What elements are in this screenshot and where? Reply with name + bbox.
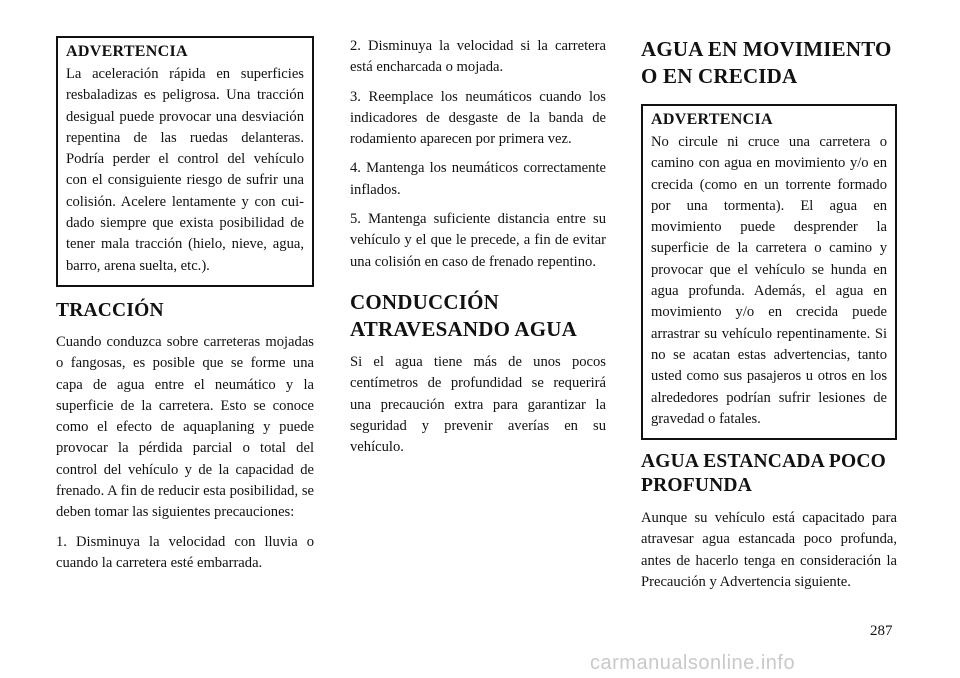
list-item-1: 1. Disminuya la velocidad con lluvia o cuando la carretera esté embarrada. <box>56 533 314 571</box>
warning-text: La aceleración rápida en superficies resbaladizas es peligrosa. Una tracción desigual puede provocar una desviación repentina de las ruedas delanteras. Podría perder el control del vehículo con el consiguiente riesgo de sufrir una colisión. Acelere lentamente y con cuidado siempre que exista posibilidad de tener mala tracción (hielo, nieve, agua, barro, arena suelta, etc.). <box>66 66 304 274</box>
warning-text: No circule ni cruce una carretera o camino con agua en movimiento y/o en crecida (como en un torrente formado por una tormenta). El agua en movimiento puede desprender la superficie de la carretera o camino y provocar que el vehículo se hunda en agua profunda. Además, el agua en movimiento y/o en crecida puede arrastrar su vehículo repentinamente. Si no se acatan estas advertencias, tanto usted como sus pasajeros u otros en los alrededores podrían sufrir lesiones de gravedad o fatales. <box>651 134 887 427</box>
warning-title: ADVERTENCIA <box>66 43 188 60</box>
column-middle <box>350 36 606 458</box>
column-right <box>641 36 897 593</box>
list-item-3: 3. Reemplace los neumáticos cuando los indicadores de desgaste de la banda de rodamiento aparecen por primera vez. <box>350 88 606 148</box>
section-heading-traccion: TRACCIÓN <box>56 299 164 321</box>
paragraph-traccion: Cuando conduzca sobre carreteras mojadas o fangosas, es posible que se forme una capa de agua entre el neumático y la superficie de la carretera. Esto se conoce como el efecto de aquaplaning y puede provocar la pérdida parcial o total del control del vehículo y de la capacidad de frenado. A fin de reducir esta posibilidad, se deben tomar las siguientes precauciones: <box>56 333 314 521</box>
section-heading-agua-movimiento: AGUA EN MOVIMIENTO O EN CRECIDA <box>641 37 892 88</box>
warning-box-acceleration <box>56 36 314 287</box>
section-heading-agua-estancada: AGUA ESTANCADA POCO PROFUNDA <box>641 451 887 497</box>
watermark: carmanualsonline.info <box>590 652 796 674</box>
paragraph-conduccion: Si el agua tiene más de unos pocos centímetros de profundidad se requerirá una precaución extra para garantizar la seguridad y prevenir averías en su vehículo. <box>350 353 606 456</box>
section-heading-conduccion: CONDUCCIÓN ATRAVESANDO AGUA <box>350 289 578 341</box>
page-number: 287 <box>870 623 893 639</box>
warning-box-flood <box>641 104 897 440</box>
list-item-5: 5. Mantenga suficiente distancia entre su vehículo y el que le precede, a fin de evitar una colisión en caso de frenado repentino. <box>350 211 606 270</box>
column-left <box>56 36 314 574</box>
warning-title: ADVERTENCIA <box>651 111 773 128</box>
list-item-2: 2. Disminuya la velocidad si la carretera está encharcada o mojada. <box>350 38 606 76</box>
paragraph-agua-estancada: Aunque su vehículo está capacitado para atravesar agua estancada poco profunda, antes de hacerlo tenga en consideración la Precaución y Advertencia siguiente. <box>641 510 897 591</box>
list-item-4: 4. Mantenga los neumáticos correctamente inflados. <box>350 160 606 198</box>
